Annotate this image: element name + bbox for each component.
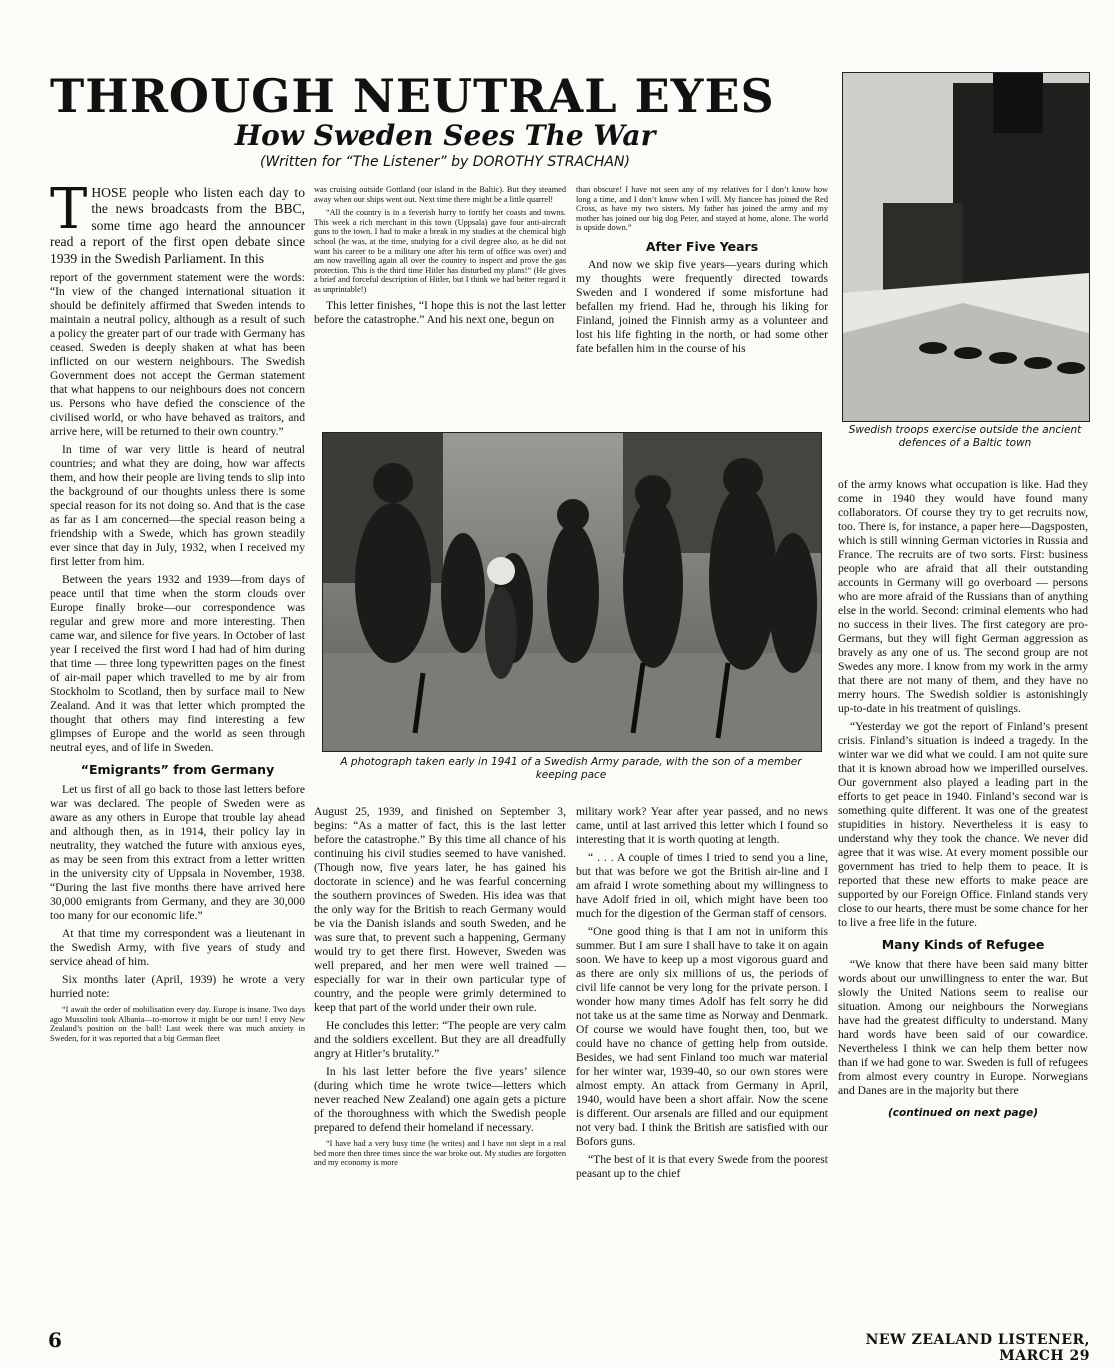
paragraph: Let us first of all go back to those last letters before war was declared. The people of Sweden were as aware as any others in Europe that trouble lay ahead and although then, as in 1914, their policy lay in neutrality, they watched the future with anxious eyes, as may be seen from this extract from a letter written in the university city of Uppsala in November, 1938. “During the last five months there have arrived here 30,000 emigrants from Germany, and they are 30,000 too many for our economic life.”: [50, 783, 305, 923]
paragraph: Six months later (April, 1939) he wrote a very hurried note:: [50, 973, 305, 1001]
paragraph: He concludes this letter: “The people are very calm and the soldiers excellent. But they are all dreadfully angry at Hitler’s brutality.”: [314, 1019, 566, 1060]
subheadline: How Sweden Sees The War: [234, 119, 656, 152]
parade-photograph: [322, 432, 822, 752]
paragraph: “Yesterday we got the report of Finland’s present crisis. Finland’s situation is indeed a tragedy. In the winter war we did what we could. I am not quite sure that it is known abroad how we imperilled ourselves. Our government also played a leading part in the efforts to get peace in 1940. Finland’s second war is something quite different. It was one of the greatest stupidities in history. Nevertheless it is easy to understand why they took the chance. We never did agree that it was wise. At every moment possible our government has tried to help them to peace. It is reported that these new efforts to make peace are supported by our Foreign Office. Finland stands very close to our hearts, there must be some chance for her to live a free life in the future.: [838, 720, 1088, 929]
section-heading: “Emigrants” from Germany: [80, 762, 275, 778]
side-photo-illustration: [843, 73, 1089, 421]
paragraph: In his last letter before the five years’ silence (during which time he wrote twice—letters which never reached New Zealand) one again gets a picture of the thoroughness with which the Swedish people prepared to defend their homeland if necessary.: [314, 1065, 566, 1134]
paragraph: “The best of it is that every Swede from the poorest peasant up to the chief: [576, 1153, 828, 1180]
column-3-bottom: [576, 805, 828, 1330]
paragraph: And now we skip five years—years during which my thoughts were frequently directed towards Sweden and I wondered if some misfortune had befallen my friend. Had he, through his liking for Finland, joined the Finnish army as a volunteer and lost his life fighting in the north, or had some other fate befallen him in the course of his: [576, 258, 828, 356]
side-photograph: [842, 72, 1090, 422]
side-photo-caption: Swedish troops exercise outside the ancient defences of a Baltic town: [848, 424, 1082, 449]
paragraph: Between the years 1932 and 1939—from days of peace until that time when the storm clouds over Europe finally broke—our correspondence was regular and grew more and more interesting. Then came war, and silence for five years. In October of last year I received the first word I had had of him during that time — three long typewritten pages on the finest of air-mail paper which travelled to me by air from Stockholm to Scotland, then by surface mail to New Zealand. And it was that letter which prompted the thought that others may find interesting a few glimpses of Europe and the world as seen through neutral eyes, and of life in Sweden.: [50, 573, 305, 755]
continued-note: (continued on next page): [888, 1107, 1038, 1119]
main-photo-caption: A photograph taken early in 1941 of a Swedish Army parade, with the son of a member keeping pace: [340, 756, 802, 781]
paragraph: “All the country is in a feverish hurry to fortify her coasts and towns. This week a rich merchant in this town (Uppsala) gave four anti-aircraft guns to the town. I had to make a break in my studies at the chemical high school (he was, at the time, studying for a civil degree also, as he did not want his career to be a military one after his term of office was over) and am now travelling again all over the country to inspect and prove the gas protection. This is the third time Hitler has disturbed my plans!” (He gives a brief and forceful description of Hitler, but I think we had better regard it as unprintable!): [314, 208, 566, 294]
paragraph: “ . . . A couple of times I tried to send you a line, but that was before we got the British air-line and I am afraid I wrote something about my willingness to have Adolf fried in oil, which might have been too much for the digestion of the German staff of censors.: [576, 851, 828, 920]
paragraph: “We know that there have been said many bitter words about our unwillingness to enter the war. But slowly the United Nations seem to realise our situation. Among our neighbours the Norwegians have had the greatest difficulty to understand. Many hard words have been said of our cowardice. Nevertheless I think we can help them better now than if we had gone to war. Sweden is full of refugees from almost every country in Europe. Norwegians and Danes are in the majority but there: [838, 958, 1088, 1097]
column-2-top: [314, 185, 566, 430]
paragraph: of the army knows what occupation is like. Had they come in 1940 they would have found many collaborators. Of course they try to get recruits now, too. There is, for instance, a paper here—Dagsposten, which is still winning German victories in Russia and France. The recruits are of two sorts. First: business people who are afraid that all their outstanding accounts in Germany will go overboard — persons who are more afraid of the Russians than of anything else in the world. Second: criminal elements who had no success in their lives. The first category are pro-Germans, but they will fight German aggression as bravely as any one of us. The second group are not Swedes any more. I know from my work in the army that there are not many of them, and they have no merry hours. The Swedish soldier is astonishingly up-to-date in his treatment of quislings.: [838, 478, 1088, 715]
section-heading: After Five Years: [645, 238, 759, 254]
paragraph: report of the government statement were the words: “In view of the changed international situation it should be definitely affirmed that Sweden intends to maintain a neutral policy, although as a result of such a policy the greater part of our trade with Germany has ceased. Sweden is deeply shaken at what has been inflicted on our western neighbours. The Swedish Government does not accept the German statement that what happens to our neighbours does not concern us. Persons who have defied the conscience of the civilised world, or who have behaved as traitors, and arrive here, will be returned to their own country.”: [50, 271, 305, 439]
paragraph: In time of war very little is heard of neutral countries; and what they are doing, how war affects them, and how their people are living tends to slip into the background of our thoughts unless there is some special reason for its not doing so. And that is the case as far as I am concerned—the special reason being a friendship with a Swede, which has grown steadily ever since that day in July, 1932, when I received my first letter from him.: [50, 443, 305, 569]
paragraph: military work? Year after year passed, and no news came, until at last arrived this letter which I found so interesting that it is worth quoting at length.: [576, 805, 828, 846]
paragraph: than obscure! I have not seen any of my relatives for I don’t know how long a time, and I don’t know when I will. My fiancee has joined the Red Cross, as have my two sisters. My father has joined the army and my mother has joined our big dog Peter, and stayed at home, alone. The world is upside down.”: [576, 185, 828, 233]
page-number: 6: [48, 1328, 62, 1352]
quoted-note: “I have had a very busy time (he writes) and I have not slept in a real bed more then three times since the war broke out. My studies are forgotten and my economy is more: [314, 1139, 566, 1168]
column-4: [838, 478, 1088, 1323]
publication-footer: NEW ZEALAND LISTENER, MARCH 29: [865, 1332, 1090, 1364]
paragraph: At that time my correspondent was a lieutenant in the Swedish Army, with five years of study and service ahead of him.: [50, 927, 305, 969]
paragraph: August 25, 1939, and finished on September 3, begins: “As a matter of fact, this is the last letter before the catastrophe.” By this time all chance of his continuing his civil studies seemed to have vanished. (Though now, five years later, he has gained his doctorate in science) and he was fearful concerning the southern provinces of Sweden. His idea was that the only way for the British to reach Germany would be via the Danish islands and south Sweden, and he was sure that, to prevent such a happening, Germany would try to get there first. However, Sweden was well prepared, and her men were well trained —especially for war in their own particular type of country, and the people were grimly determined to keep that part of the world under their own rule.: [314, 805, 566, 1014]
column-3-top: [576, 185, 828, 430]
drop-cap: T: [50, 185, 88, 242]
column-2-bottom: [314, 805, 566, 1330]
paragraph: This letter finishes, “I hope this is not the last letter before the catastrophe.” And his next one, begun on: [314, 298, 566, 326]
parade-photo-illustration: [323, 433, 821, 751]
quoted-note: “I await the order of mobilisation every day. Europe is insane. Two days ago Mussolini took Albania—to-morrow it might be our turn! I envy New Zealand’s position on the ball! Last week there was much anxiety in Sweden, for it was reported that a big German fleet: [50, 1005, 305, 1043]
section-heading: Many Kinds of Refugee: [881, 937, 1045, 952]
paragraph: “One good thing is that I am not in uniform this summer. But I am sure I shall have to take it on again soon. We have to keep up a most vigorous guard and as there are only six millions of us, the periods of civil life cannot be very long for the private person. I wonder how many times Adolf has felt sorry he did not take us at the same time as Norway and Denmark. Of course we would have fought then, too, but we could have no chance of getting help from outside. Besides, we had sent Finland too much war material for her winter war, 1939-40, so our own stores were almost empty. An attack from Germany in April, 1940, would have been a short affair. Now the scene is different. Our arsenals are filled and our equipment not very bad. I think the British are satisfied with our Bofors guns.: [576, 925, 828, 1148]
paragraph: was cruising outside Gottland (our island in the Baltic). But they steamed away when our ships went out. Next time there might be a little quarrel!: [314, 185, 566, 204]
byline: (Written for “The Listener” by DOROTHY STRACHAN): [260, 154, 630, 170]
intro-paragraph: THOSE people who listen each day to the news broadcasts from the BBC, some time ago heard the announcer read a report of the first open debate since 1939 in the Swedish Parliament. In this: [50, 185, 305, 266]
column-1: [50, 185, 305, 1320]
headline: THROUGH NEUTRAL EYES: [50, 69, 775, 123]
